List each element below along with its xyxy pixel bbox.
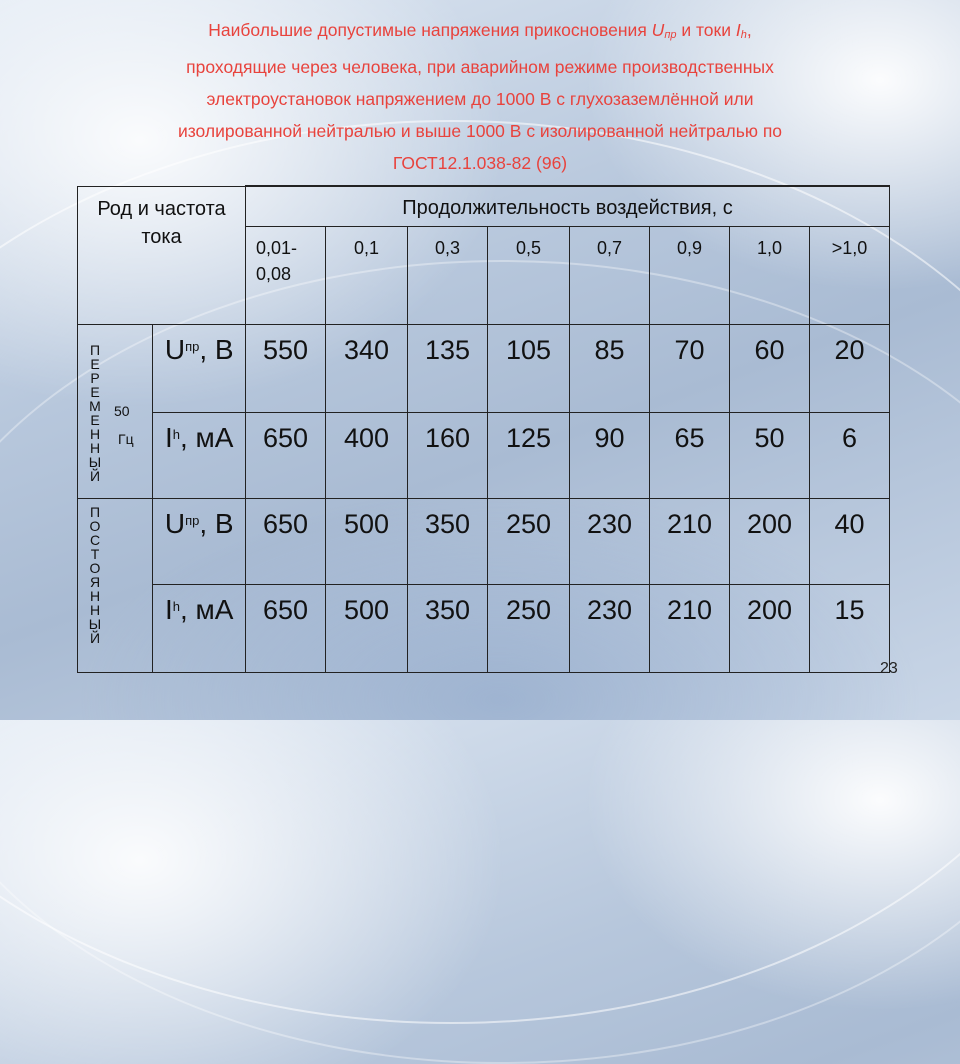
ac-voltage-value: 20 — [810, 324, 890, 412]
ac-voltage-value: 60 — [730, 324, 810, 412]
ac-freq-value: 50 — [114, 402, 130, 419]
dc-kind-cell — [78, 498, 153, 672]
ac-current-value: 400 — [326, 412, 408, 498]
ac-current-value: 90 — [570, 412, 650, 498]
title-line: электроустановок напряжением до 1000 В с глухозаземлённой или — [206, 89, 754, 109]
title-line: изолированной нейтралью и выше 1000 В с изолированной нейтралью по — [177, 121, 783, 141]
title-u-symbol: U — [651, 20, 665, 40]
dc-current-value: 200 — [730, 584, 810, 672]
ac-kind-cell — [78, 324, 153, 498]
ac-voltage-value: 105 — [488, 324, 570, 412]
page-number: 23 — [880, 660, 898, 677]
ac-label: ПЕРЕМЕННЫЙ — [88, 341, 102, 484]
duration-cell: 1,0 — [730, 226, 810, 324]
duration-cell: >1,0 — [810, 226, 890, 324]
duration-cell: 0,1 — [326, 226, 408, 324]
dc-current-value: 15 — [810, 584, 890, 672]
dc-current-value: 350 — [408, 584, 488, 672]
title-text: , — [746, 20, 752, 40]
dc-voltage-value: 230 — [570, 498, 650, 584]
dc-voltage-value: 250 — [488, 498, 570, 584]
dc-voltage-value: 350 — [408, 498, 488, 584]
duration-cell: 0,9 — [650, 226, 730, 324]
dc-current-value: 250 — [488, 584, 570, 672]
ac-voltage-value: 135 — [408, 324, 488, 412]
dc-voltage-value: 40 — [810, 498, 890, 584]
ac-voltage-value: 340 — [326, 324, 408, 412]
duration-cell: 0,7 — [570, 226, 650, 324]
dc-current-value: 500 — [326, 584, 408, 672]
ac-voltage-value: 550 — [246, 324, 326, 412]
ac-current-value: 125 — [488, 412, 570, 498]
duration-cell: 0,5 — [488, 226, 570, 324]
ac-current-value: 650 — [246, 412, 326, 498]
ac-current-value: 6 — [810, 412, 890, 498]
title-i-subscript: h — [740, 29, 747, 41]
ac-voltage-value: 70 — [650, 324, 730, 412]
dc-voltage-value: 200 — [730, 498, 810, 584]
dc-current-value: 650 — [246, 584, 326, 672]
duration-header: Продолжительность воздействия, с — [246, 186, 890, 226]
title-u-subscript: пр — [664, 29, 677, 41]
duration-cell: 0,01-0,08 — [246, 226, 326, 324]
dc-current-label: $I^h$, мА — [153, 584, 246, 672]
ac-current-value: 65 — [650, 412, 730, 498]
duration-cell: 0,3 — [408, 226, 488, 324]
ac-voltage-value: 85 — [570, 324, 650, 412]
dc-current-value: 230 — [570, 584, 650, 672]
title-text: и токи — [676, 20, 736, 40]
dc-voltage-value: 650 — [246, 498, 326, 584]
dc-voltage-label: $U^{пр}$, В — [153, 498, 246, 584]
kind-header: Род и частота тока — [78, 186, 246, 324]
title-line: ГОСТ12.1.038-82 (96) — [392, 153, 568, 173]
voltage-current-table — [77, 185, 890, 673]
title-i-symbol: I — [735, 20, 741, 40]
title-line: проходящие через человека, при аварийном режиме производственных — [186, 57, 774, 77]
dc-current-value: 210 — [650, 584, 730, 672]
ac-freq-unit: Гц — [118, 430, 134, 447]
dc-voltage-value: 210 — [650, 498, 730, 584]
ac-voltage-label: $U^{пр}$, В — [153, 324, 246, 412]
ac-current-value: 50 — [730, 412, 810, 498]
ac-current-value: 160 — [408, 412, 488, 498]
slide-title — [40, 14, 920, 179]
title-text: Наибольшие допустимые напряжения прикосновения — [208, 20, 652, 40]
ac-current-label: $I^h$, мА — [153, 412, 246, 498]
dc-label: ПОСТОЯННЫЙ — [88, 503, 102, 646]
dc-voltage-value: 500 — [326, 498, 408, 584]
